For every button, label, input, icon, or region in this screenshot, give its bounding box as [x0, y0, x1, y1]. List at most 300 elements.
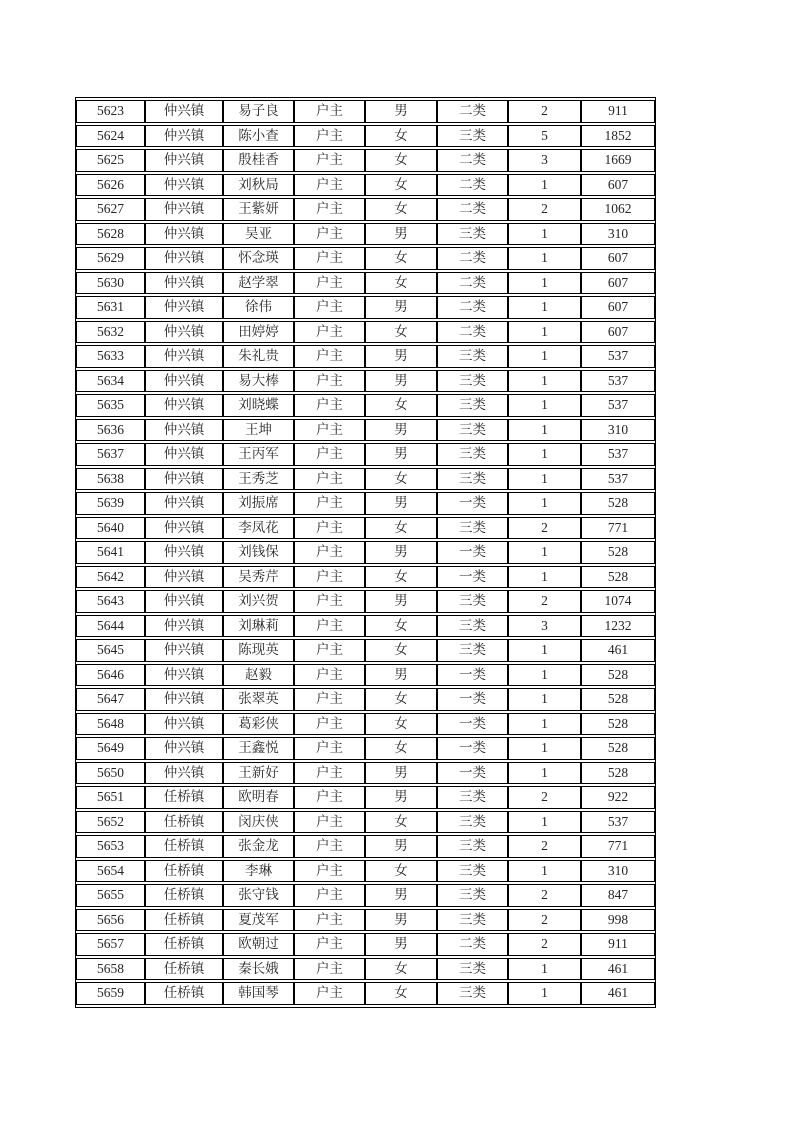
cell-serial-number: 5635: [76, 394, 145, 417]
cell-relation-to-head: 户主: [294, 786, 365, 809]
cell-relation-to-head: 户主: [294, 174, 365, 197]
cell-person-name: 刘晓蝶: [223, 394, 294, 417]
cell-serial-number: 5625: [76, 149, 145, 172]
table-row: [76, 370, 655, 393]
table-row: [76, 737, 655, 760]
cell-relation-to-head: 户主: [294, 394, 365, 417]
cell-amount: 528: [581, 492, 655, 515]
table-row: [76, 272, 655, 295]
cell-person-name: 欧朝过: [223, 933, 294, 956]
cell-person-count: 2: [508, 933, 581, 956]
cell-amount: 461: [581, 982, 655, 1005]
cell-person-name: 朱礼贵: [223, 345, 294, 368]
cell-person-name: 刘振席: [223, 492, 294, 515]
cell-amount: 537: [581, 370, 655, 393]
cell-relation-to-head: 户主: [294, 762, 365, 785]
cell-serial-number: 5626: [76, 174, 145, 197]
cell-relation-to-head: 户主: [294, 272, 365, 295]
cell-amount: 607: [581, 321, 655, 344]
cell-category: 一类: [437, 664, 508, 687]
cell-amount: 528: [581, 541, 655, 564]
cell-relation-to-head: 户主: [294, 223, 365, 246]
cell-gender: 男: [365, 345, 437, 368]
cell-serial-number: 5639: [76, 492, 145, 515]
cell-category: 三类: [437, 468, 508, 491]
table-row: [76, 860, 655, 883]
cell-gender: 女: [365, 958, 437, 981]
cell-category: 三类: [437, 909, 508, 932]
cell-relation-to-head: 户主: [294, 664, 365, 687]
cell-serial-number: 5633: [76, 345, 145, 368]
table-row: [76, 394, 655, 417]
cell-person-count: 2: [508, 198, 581, 221]
cell-gender: 男: [365, 541, 437, 564]
cell-person-count: 1: [508, 958, 581, 981]
cell-person-count: 1: [508, 811, 581, 834]
cell-gender: 女: [365, 860, 437, 883]
cell-serial-number: 5643: [76, 590, 145, 613]
cell-relation-to-head: 户主: [294, 419, 365, 442]
cell-town: 任桥镇: [145, 811, 223, 834]
cell-person-name: 张金龙: [223, 835, 294, 858]
table-row: [76, 468, 655, 491]
cell-gender: 女: [365, 517, 437, 540]
cell-person-name: 王新好: [223, 762, 294, 785]
cell-town: 仲兴镇: [145, 272, 223, 295]
cell-town: 任桥镇: [145, 860, 223, 883]
cell-relation-to-head: 户主: [294, 958, 365, 981]
table-row: [76, 149, 655, 172]
cell-person-name: 韩国琴: [223, 982, 294, 1005]
cell-serial-number: 5628: [76, 223, 145, 246]
cell-gender: 男: [365, 835, 437, 858]
cell-relation-to-head: 户主: [294, 100, 365, 123]
cell-person-name: 殷桂香: [223, 149, 294, 172]
cell-town: 仲兴镇: [145, 664, 223, 687]
cell-serial-number: 5644: [76, 615, 145, 638]
cell-amount: 607: [581, 296, 655, 319]
cell-gender: 女: [365, 566, 437, 589]
cell-person-name: 赵学翠: [223, 272, 294, 295]
cell-category: 三类: [437, 443, 508, 466]
cell-category: 三类: [437, 615, 508, 638]
cell-relation-to-head: 户主: [294, 541, 365, 564]
cell-relation-to-head: 户主: [294, 517, 365, 540]
cell-gender: 男: [365, 590, 437, 613]
cell-category: 二类: [437, 296, 508, 319]
cell-gender: 女: [365, 321, 437, 344]
cell-gender: 女: [365, 394, 437, 417]
cell-category: 一类: [437, 541, 508, 564]
cell-relation-to-head: 户主: [294, 370, 365, 393]
table-row: [76, 590, 655, 613]
cell-serial-number: 5649: [76, 737, 145, 760]
cell-category: 三类: [437, 345, 508, 368]
cell-relation-to-head: 户主: [294, 468, 365, 491]
cell-relation-to-head: 户主: [294, 296, 365, 319]
cell-relation-to-head: 户主: [294, 198, 365, 221]
cell-amount: 998: [581, 909, 655, 932]
cell-person-count: 3: [508, 149, 581, 172]
cell-category: 一类: [437, 737, 508, 760]
table-row: [76, 541, 655, 564]
cell-town: 任桥镇: [145, 835, 223, 858]
cell-category: 三类: [437, 590, 508, 613]
cell-person-count: 2: [508, 786, 581, 809]
cell-gender: 男: [365, 419, 437, 442]
cell-amount: 607: [581, 247, 655, 270]
cell-town: 仲兴镇: [145, 762, 223, 785]
table-row: [76, 786, 655, 809]
cell-category: 三类: [437, 958, 508, 981]
cell-relation-to-head: 户主: [294, 688, 365, 711]
cell-person-name: 刘兴贺: [223, 590, 294, 613]
cell-town: 仲兴镇: [145, 737, 223, 760]
cell-person-name: 吴亚: [223, 223, 294, 246]
cell-amount: 537: [581, 394, 655, 417]
cell-town: 仲兴镇: [145, 296, 223, 319]
table-row: [76, 884, 655, 907]
cell-town: 仲兴镇: [145, 566, 223, 589]
cell-serial-number: 5654: [76, 860, 145, 883]
cell-town: 仲兴镇: [145, 492, 223, 515]
cell-person-name: 张守钱: [223, 884, 294, 907]
cell-town: 仲兴镇: [145, 443, 223, 466]
cell-serial-number: 5634: [76, 370, 145, 393]
table-row: [76, 247, 655, 270]
cell-amount: 911: [581, 933, 655, 956]
cell-category: 三类: [437, 982, 508, 1005]
cell-town: 仲兴镇: [145, 247, 223, 270]
cell-person-count: 1: [508, 860, 581, 883]
cell-town: 仲兴镇: [145, 100, 223, 123]
cell-amount: 461: [581, 639, 655, 662]
cell-person-name: 刘钱保: [223, 541, 294, 564]
cell-person-count: 1: [508, 345, 581, 368]
cell-person-name: 李凤花: [223, 517, 294, 540]
cell-person-count: 1: [508, 370, 581, 393]
cell-serial-number: 5656: [76, 909, 145, 932]
cell-town: 仲兴镇: [145, 517, 223, 540]
cell-gender: 女: [365, 615, 437, 638]
cell-serial-number: 5647: [76, 688, 145, 711]
cell-relation-to-head: 户主: [294, 125, 365, 148]
cell-category: 三类: [437, 517, 508, 540]
cell-gender: 女: [365, 982, 437, 1005]
cell-town: 仲兴镇: [145, 590, 223, 613]
cell-category: 一类: [437, 492, 508, 515]
cell-person-count: 1: [508, 737, 581, 760]
cell-category: 一类: [437, 713, 508, 736]
cell-amount: 771: [581, 835, 655, 858]
cell-category: 二类: [437, 933, 508, 956]
cell-gender: 男: [365, 664, 437, 687]
cell-serial-number: 5652: [76, 811, 145, 834]
cell-serial-number: 5632: [76, 321, 145, 344]
cell-category: 三类: [437, 370, 508, 393]
cell-person-name: 张翠英: [223, 688, 294, 711]
cell-amount: 461: [581, 958, 655, 981]
cell-person-count: 1: [508, 419, 581, 442]
cell-town: 仲兴镇: [145, 345, 223, 368]
table-row: [76, 762, 655, 785]
cell-gender: 女: [365, 639, 437, 662]
cell-gender: 女: [365, 198, 437, 221]
cell-gender: 女: [365, 125, 437, 148]
cell-town: 任桥镇: [145, 958, 223, 981]
table-row: [76, 492, 655, 515]
cell-person-name: 陈现英: [223, 639, 294, 662]
cell-gender: 女: [365, 272, 437, 295]
cell-category: 一类: [437, 762, 508, 785]
cell-town: 仲兴镇: [145, 713, 223, 736]
table-row: [76, 125, 655, 148]
table-row: [76, 198, 655, 221]
cell-serial-number: 5651: [76, 786, 145, 809]
cell-town: 仲兴镇: [145, 615, 223, 638]
table-row: [76, 443, 655, 466]
cell-gender: 男: [365, 909, 437, 932]
cell-category: 三类: [437, 786, 508, 809]
cell-gender: 女: [365, 811, 437, 834]
cell-amount: 310: [581, 419, 655, 442]
cell-category: 三类: [437, 811, 508, 834]
cell-town: 仲兴镇: [145, 149, 223, 172]
table-row: [76, 958, 655, 981]
cell-town: 任桥镇: [145, 884, 223, 907]
cell-person-count: 1: [508, 394, 581, 417]
cell-category: 三类: [437, 223, 508, 246]
cell-amount: 310: [581, 860, 655, 883]
cell-category: 三类: [437, 860, 508, 883]
cell-gender: 女: [365, 737, 437, 760]
cell-person-name: 赵毅: [223, 664, 294, 687]
cell-person-name: 怀念瑛: [223, 247, 294, 270]
table-row: [76, 688, 655, 711]
cell-person-name: 吴秀芹: [223, 566, 294, 589]
cell-amount: 537: [581, 443, 655, 466]
table-row: [76, 933, 655, 956]
cell-relation-to-head: 户主: [294, 811, 365, 834]
cell-person-count: 1: [508, 713, 581, 736]
cell-category: 三类: [437, 639, 508, 662]
cell-relation-to-head: 户主: [294, 492, 365, 515]
cell-relation-to-head: 户主: [294, 713, 365, 736]
cell-gender: 男: [365, 762, 437, 785]
cell-town: 仲兴镇: [145, 541, 223, 564]
cell-category: 一类: [437, 566, 508, 589]
table-row: [76, 174, 655, 197]
cell-town: 仲兴镇: [145, 639, 223, 662]
cell-person-name: 王丙军: [223, 443, 294, 466]
cell-serial-number: 5655: [76, 884, 145, 907]
cell-serial-number: 5653: [76, 835, 145, 858]
cell-serial-number: 5638: [76, 468, 145, 491]
cell-person-name: 葛彩侠: [223, 713, 294, 736]
cell-town: 仲兴镇: [145, 688, 223, 711]
cell-serial-number: 5659: [76, 982, 145, 1005]
table-row: [76, 664, 655, 687]
cell-serial-number: 5645: [76, 639, 145, 662]
cell-person-name: 王鑫悦: [223, 737, 294, 760]
cell-person-count: 1: [508, 541, 581, 564]
cell-serial-number: 5636: [76, 419, 145, 442]
cell-amount: 1232: [581, 615, 655, 638]
cell-relation-to-head: 户主: [294, 933, 365, 956]
cell-amount: 528: [581, 566, 655, 589]
cell-gender: 男: [365, 443, 437, 466]
cell-relation-to-head: 户主: [294, 884, 365, 907]
table-row: [76, 909, 655, 932]
cell-person-count: 2: [508, 835, 581, 858]
cell-relation-to-head: 户主: [294, 321, 365, 344]
cell-category: 二类: [437, 174, 508, 197]
cell-amount: 528: [581, 762, 655, 785]
table-row: [76, 223, 655, 246]
cell-person-name: 陈小查: [223, 125, 294, 148]
cell-gender: 男: [365, 933, 437, 956]
cell-category: 三类: [437, 125, 508, 148]
cell-relation-to-head: 户主: [294, 860, 365, 883]
table-row: [76, 835, 655, 858]
cell-serial-number: 5650: [76, 762, 145, 785]
cell-gender: 女: [365, 174, 437, 197]
cell-town: 任桥镇: [145, 909, 223, 932]
cell-town: 任桥镇: [145, 982, 223, 1005]
cell-town: 任桥镇: [145, 786, 223, 809]
cell-amount: 911: [581, 100, 655, 123]
cell-person-name: 闵庆侠: [223, 811, 294, 834]
table-row: [76, 419, 655, 442]
cell-amount: 528: [581, 664, 655, 687]
cell-amount: 922: [581, 786, 655, 809]
table-row: [76, 345, 655, 368]
cell-serial-number: 5646: [76, 664, 145, 687]
cell-person-name: 刘琳莉: [223, 615, 294, 638]
cell-category: 二类: [437, 321, 508, 344]
cell-category: 二类: [437, 247, 508, 270]
cell-amount: 771: [581, 517, 655, 540]
cell-person-count: 1: [508, 982, 581, 1005]
cell-relation-to-head: 户主: [294, 835, 365, 858]
cell-town: 仲兴镇: [145, 419, 223, 442]
cell-person-count: 1: [508, 223, 581, 246]
table-row: [76, 296, 655, 319]
cell-relation-to-head: 户主: [294, 149, 365, 172]
cell-relation-to-head: 户主: [294, 247, 365, 270]
cell-person-count: 5: [508, 125, 581, 148]
table-row: [76, 713, 655, 736]
cell-person-count: 1: [508, 443, 581, 466]
cell-serial-number: 5657: [76, 933, 145, 956]
cell-amount: 528: [581, 688, 655, 711]
cell-amount: 1062: [581, 198, 655, 221]
cell-gender: 男: [365, 100, 437, 123]
cell-serial-number: 5640: [76, 517, 145, 540]
cell-person-count: 3: [508, 615, 581, 638]
cell-gender: 男: [365, 492, 437, 515]
cell-relation-to-head: 户主: [294, 909, 365, 932]
cell-person-count: 1: [508, 174, 581, 197]
cell-relation-to-head: 户主: [294, 737, 365, 760]
cell-amount: 537: [581, 345, 655, 368]
cell-serial-number: 5630: [76, 272, 145, 295]
cell-person-count: 2: [508, 909, 581, 932]
cell-serial-number: 5637: [76, 443, 145, 466]
cell-gender: 女: [365, 149, 437, 172]
cell-person-count: 1: [508, 247, 581, 270]
table-row: [76, 982, 655, 1005]
cell-serial-number: 5623: [76, 100, 145, 123]
cell-person-name: 李琳: [223, 860, 294, 883]
cell-amount: 528: [581, 737, 655, 760]
table-body: [76, 100, 655, 1005]
cell-gender: 男: [365, 786, 437, 809]
cell-category: 三类: [437, 394, 508, 417]
cell-amount: 847: [581, 884, 655, 907]
cell-person-name: 秦长娥: [223, 958, 294, 981]
cell-gender: 男: [365, 296, 437, 319]
cell-serial-number: 5629: [76, 247, 145, 270]
cell-town: 仲兴镇: [145, 394, 223, 417]
cell-person-name: 刘秋局: [223, 174, 294, 197]
cell-amount: 310: [581, 223, 655, 246]
cell-amount: 537: [581, 468, 655, 491]
table-row: [76, 566, 655, 589]
cell-amount: 607: [581, 272, 655, 295]
cell-amount: 607: [581, 174, 655, 197]
table-row: [76, 639, 655, 662]
cell-gender: 男: [365, 223, 437, 246]
cell-town: 任桥镇: [145, 933, 223, 956]
cell-serial-number: 5648: [76, 713, 145, 736]
cell-amount: 537: [581, 811, 655, 834]
cell-relation-to-head: 户主: [294, 566, 365, 589]
table-row: [76, 321, 655, 344]
cell-relation-to-head: 户主: [294, 443, 365, 466]
cell-category: 一类: [437, 688, 508, 711]
cell-relation-to-head: 户主: [294, 615, 365, 638]
cell-person-count: 1: [508, 762, 581, 785]
household-subsidy-table: [75, 97, 656, 1008]
cell-person-name: 夏茂军: [223, 909, 294, 932]
cell-category: 二类: [437, 149, 508, 172]
cell-person-count: 1: [508, 688, 581, 711]
cell-gender: 女: [365, 688, 437, 711]
cell-person-count: 1: [508, 296, 581, 319]
cell-person-count: 2: [508, 590, 581, 613]
cell-town: 仲兴镇: [145, 125, 223, 148]
cell-relation-to-head: 户主: [294, 345, 365, 368]
cell-gender: 女: [365, 468, 437, 491]
cell-amount: 1074: [581, 590, 655, 613]
table-row: [76, 811, 655, 834]
cell-person-name: 王坤: [223, 419, 294, 442]
cell-person-count: 1: [508, 272, 581, 295]
cell-gender: 女: [365, 713, 437, 736]
cell-person-count: 2: [508, 517, 581, 540]
cell-town: 仲兴镇: [145, 321, 223, 344]
cell-category: 三类: [437, 835, 508, 858]
cell-person-count: 1: [508, 639, 581, 662]
cell-town: 仲兴镇: [145, 198, 223, 221]
cell-person-name: 王紫妍: [223, 198, 294, 221]
cell-person-name: 徐伟: [223, 296, 294, 319]
cell-serial-number: 5627: [76, 198, 145, 221]
cell-category: 三类: [437, 419, 508, 442]
cell-category: 二类: [437, 272, 508, 295]
cell-person-name: 欧明春: [223, 786, 294, 809]
